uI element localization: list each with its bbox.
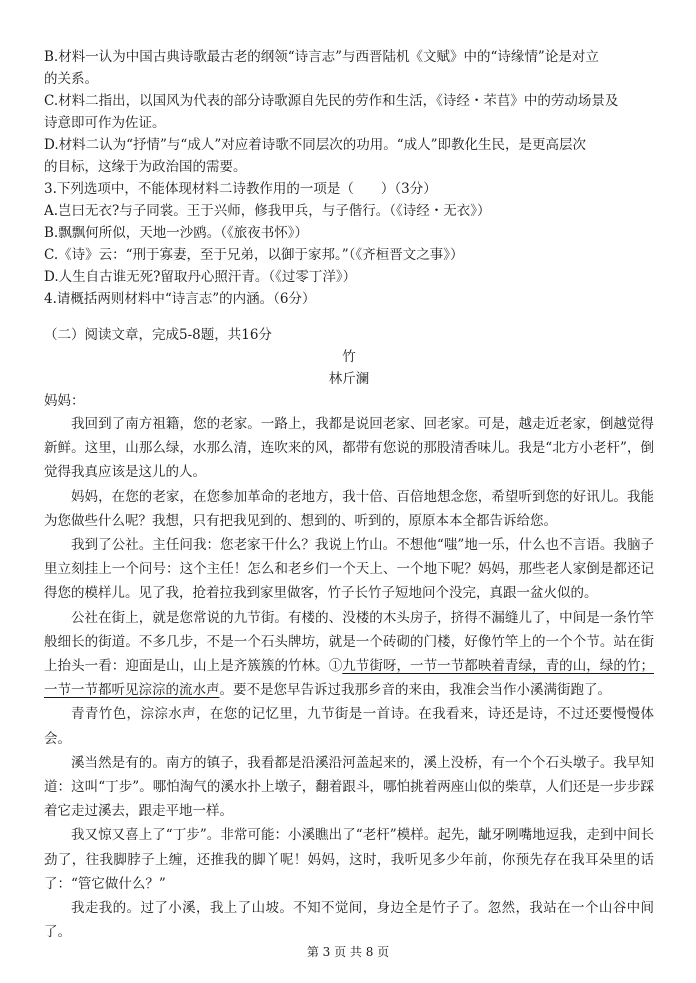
section-2-heading: （二）阅读文章，完成5-8题，共16分 (44, 327, 272, 343)
option-b-line-2: 的关系。 (44, 71, 98, 87)
option-c-line-1: C.材料二指出，以国风为代表的部分诗歌源自先民的劳作和生活，《诗经・芣苢》中的劳动场景及 (44, 93, 619, 109)
question-3-option-d: D.人生自古谁无死?留取丹心照汗青。（《过零丁洋》） (44, 269, 357, 285)
question-3-option-a: A.岂曰无衣?与子同裳。王于兴师，修我甲兵，与子偕行。（《诗经・无衣》） (44, 203, 491, 219)
option-d-line-1: D.材料二认为“抒情”与“成人”对应着诗歌不同层次的功用。“成人”即教化生民，是更高层次 (44, 137, 587, 153)
question-4-stem: 4.请概括两则材料中“诗言志”的内涵。（6分） (44, 291, 316, 307)
letter-salutation: 妈妈： (44, 393, 85, 409)
paragraph-1: 我回到了南方祖籍，您的老家。一路上，我都是说回老家、回老家。可是，越走近老家，倒越觉得新鲜。这里，山那么绿，水那么清，连吹来的风，都带有您说的那股清香味儿。我是“北方小老杆”，倒觉得我真应该是这儿的人。 (44, 416, 654, 481)
page-content (44, 46, 654, 944)
question-3-option-c: C.《诗》云：“刑于寡妻，至于兄弟，以御于家邦。”（《齐桓晋文之事》） (44, 247, 464, 263)
paragraph-3: 我到了公社。主任问我：您老家干什么？我说上竹山。不想他“嗤”地一乐，什么也不言语。我脑子里立刻挂上一个问号：这个主任！怎么和老乡们一个天上、一个地下呢？妈妈，那些老人家倒是都还记得您的模样儿。见了我，抢着拉我到家里做客，竹子长竹子短地问个没完，真跟一盆火似的。 (44, 537, 654, 602)
option-b-line-1: B.材料一认为中国古典诗歌最古老的纲领“诗言志”与西晋陆机《文赋》中的“诗缘情”论是对立 (44, 49, 599, 65)
question-3 (44, 178, 654, 288)
page-footer: 第 3 页 共 8 页 (306, 945, 390, 959)
paragraph-2: 妈妈，在您的老家，在您参加革命的老地方，我十倍、百倍地想念您，希望听到您的好讯儿。我能为您做些什么呢？我想，只有把我见到的、想到的、听到的，原原本本全都告诉给您。 (44, 488, 654, 529)
paragraph-7: 我又惊又喜上了“丁步”。非常可能：小溪瞧出了“老杆”模样。起先，龇牙咧嘴地逗我，走到中间长劲了，往我脚脖子上缠，还推我的脚丫呢！妈妈，这时，我听见多少年前，你预先存在我耳朵里的话了：“管它做什么？” (44, 827, 654, 892)
underlined-sentence-1: 九节街呀，一节一节都映着青绿，青的山，绿的竹；一节一节都听见淙淙的流水声 (44, 658, 654, 699)
paragraph-4-text-after: 。要不是您早告诉过我那乡音的来由，我准会当作小溪满街跑了。 (219, 682, 611, 699)
option-d-line-2: 的目标，这缘于为政治国的需要。 (44, 159, 247, 175)
paragraph-4-text-before: 公社在街上，就是您常说的九节街。有楼的、没楼的木头房子，挤得不漏缝儿了，中间是一条竹竿般细长的街道。不多几步，不是一个石头牌坊，就是一个砖砌的门楼，好像竹竿上的一个个节。站在街上抬头一看：迎面是山，山上是齐簇簇的竹林。① (44, 609, 654, 675)
question-2-options (44, 46, 654, 178)
paragraph-8: 我走我的。过了小溪，我上了山坡。不知不觉间，身边全是竹子了。忽然，我站在一个山谷中间了。 (44, 900, 654, 941)
article-title: 竹 (342, 349, 356, 365)
question-3-option-b: B.飘飘何所似，天地一沙鸥。（《旅夜书怀》） (44, 225, 308, 241)
option-c-line-2: 诗意即可作为佐证。 (44, 115, 166, 131)
paragraph-5: 青青竹色，淙淙水声，在您的记忆里，九节街是一首诗。在我看来，诗还是诗，不过还要慢慢体会。 (44, 706, 654, 747)
article-author: 林斤澜 (328, 371, 370, 387)
question-3-stem: 3.下列选项中，不能体现材料二诗教作用的一项是（ ）（3分） (44, 181, 437, 197)
paragraph-4 (44, 606, 654, 703)
paragraph-6: 溪当然是有的。南方的镇子，我看都是沿溪沿河盖起来的，溪上没桥，有一个个石头墩子。我早知道：这叫“丁步”。哪怕淘气的溪水扑上墩子，翻着跟斗，哪怕挑着两座山似的柴草，人们还是一步步踩着它走过溪去，跟走平地一样。 (44, 754, 654, 820)
